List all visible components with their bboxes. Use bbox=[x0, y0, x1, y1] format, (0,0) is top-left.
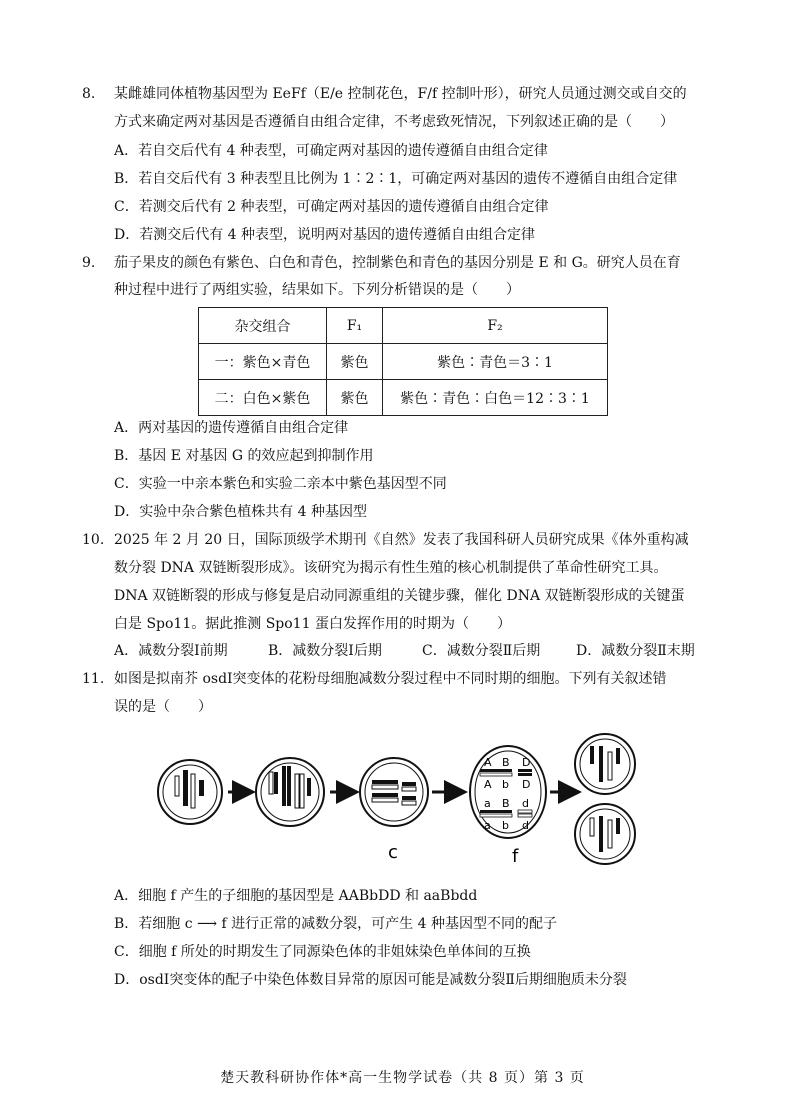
gene-label: B bbox=[502, 797, 510, 810]
question-9-option-c: C．实验一中亲本紫色和实验二亲本中紫色基因型不同 bbox=[114, 476, 447, 492]
question-10-option-b: B．减数分裂Ⅰ后期 bbox=[268, 643, 382, 659]
gene-label: D bbox=[522, 778, 531, 791]
table-header-cell: F₁ bbox=[327, 308, 383, 344]
question-11-option-d: D．osdⅠ突变体的配子中染色体数目异常的原因可能是减数分裂Ⅱ后期细胞质未分裂 bbox=[114, 972, 627, 988]
gene-label: a bbox=[484, 797, 491, 810]
question-10-stem-cont-1: 数分裂 DNA 双链断裂形成》。该研究为揭示有性生殖的核心机制提供了革命性研究工具。 bbox=[114, 560, 668, 576]
question-9-option-b: B．基因 E 对基因 G 的效应起到抑制作用 bbox=[114, 448, 374, 464]
question-10-stem-cont-2: DNA 双链断裂的形成与修复是启动同源重组的关键步骤，催化 DNA 双链断裂形成的关键蛋 bbox=[114, 588, 685, 604]
daughter-cell-top bbox=[575, 734, 635, 794]
question-10-option-d: D．减数分裂Ⅱ末期 bbox=[576, 643, 695, 659]
question-10-option-c: C．减数分裂Ⅱ后期 bbox=[422, 643, 541, 659]
gene-label: A bbox=[484, 778, 492, 791]
question-9-stem: 茄子果皮的颜色有紫色、白色和青色，控制紫色和青色的基因分别是 E 和 G。研究人员在育 bbox=[114, 255, 681, 271]
cell-f-label: f bbox=[512, 846, 519, 867]
question-10-number: 10. bbox=[82, 532, 105, 548]
question-10-option-a: A．减数分裂Ⅰ前期 bbox=[114, 643, 228, 659]
cell-c bbox=[360, 758, 428, 826]
question-8-option-b: B．若自交后代有 3 种表型且比例为 1∶2∶1，可确定两对基因的遗传不遵循自由组合定律 bbox=[114, 171, 678, 187]
gene-label: a bbox=[484, 819, 491, 832]
cell-1 bbox=[158, 760, 222, 824]
table-header-cell: 杂交组合 bbox=[199, 308, 327, 344]
question-11-option-b: B．若细胞 c ⟶ f 进行正常的减数分裂，可产生 4 种基因型不同的配子 bbox=[114, 916, 557, 932]
question-8-option-d: D．若测交后代有 4 种表型，说明两对基因的遗传遵循自由组合定律 bbox=[114, 227, 536, 243]
gene-label: d bbox=[522, 797, 529, 810]
question-8-option-c: C．若测交后代有 2 种表型，可确定两对基因的遗传遵循自由组合定律 bbox=[114, 199, 549, 215]
question-8-option-a: A．若自交后代有 4 种表型，可确定两对基因的遗传遵循自由组合定律 bbox=[114, 143, 548, 159]
cell-2 bbox=[256, 758, 324, 826]
daughter-cell-bottom bbox=[575, 804, 635, 864]
table-cell: 紫色∶青色＝3∶1 bbox=[383, 344, 608, 380]
gene-label: A bbox=[484, 756, 492, 769]
question-11-number: 11. bbox=[82, 671, 105, 687]
question-10-stem: 2025 年 2 月 20 日，国际顶级学术期刊《自然》发表了我国科研人员研究成果《体外重构减 bbox=[114, 532, 689, 548]
question-11-stem-cont: 误的是（ ） bbox=[114, 699, 212, 715]
cell-f bbox=[470, 746, 546, 838]
gene-label: b bbox=[502, 778, 509, 791]
table-header-row bbox=[199, 308, 608, 344]
table-cell: 紫色 bbox=[327, 344, 383, 380]
table-row bbox=[199, 344, 608, 380]
table-cell: 二：白色×紫色 bbox=[199, 380, 327, 416]
question-10-stem-cont-3: 白是 Spo11。据此推测 Spo11 蛋白发挥作用的时期为（ ） bbox=[114, 616, 511, 632]
meiosis-figure bbox=[150, 730, 650, 870]
question-8-stem-cont: 方式来确定两对基因是否遵循自由组合定律，不考虑致死情况，下列叙述正确的是（ ） bbox=[114, 114, 674, 130]
question-11-option-c: C．细胞 f 所处的时期发生了同源染色体的非姐妹染色单体间的互换 bbox=[114, 944, 531, 960]
table-cell: 紫色 bbox=[327, 380, 383, 416]
page-footer: 楚天教科研协作体*高一生物学试卷（共 8 页）第 3 页 bbox=[220, 1070, 585, 1086]
question-11-stem: 如图是拟南芥 osdⅠ突变体的花粉母细胞减数分裂过程中不同时期的细胞。下列有关叙述错 bbox=[114, 671, 667, 687]
gene-label: B bbox=[502, 756, 510, 769]
table-cell: 紫色∶青色∶白色＝12∶3∶1 bbox=[383, 380, 608, 416]
cell-c-label: c bbox=[388, 842, 398, 863]
question-9-stem-cont: 种过程中进行了两组实验，结果如下。下列分析错误的是（ ） bbox=[114, 282, 520, 298]
gene-label: D bbox=[522, 756, 531, 769]
question-8-number: 8. bbox=[82, 86, 96, 102]
question-11-option-a: A．细胞 f 产生的子细胞的基因型是 AABbDD 和 aaBbdd bbox=[114, 888, 478, 904]
question-9-option-d: D．实验中杂合紫色植株共有 4 种基因型 bbox=[114, 504, 368, 520]
cross-results-table bbox=[198, 307, 608, 416]
table-row bbox=[199, 380, 608, 416]
gene-label: d bbox=[522, 819, 529, 832]
question-8-stem: 某雌雄同体植物基因型为 EeFf（E/e 控制花色，F/f 控制叶形），研究人员通过测交或自交的 bbox=[114, 86, 687, 102]
question-9-number: 9. bbox=[82, 255, 96, 271]
question-9-option-a: A．两对基因的遗传遵循自由组合定律 bbox=[114, 420, 349, 436]
table-header-cell: F₂ bbox=[383, 308, 608, 344]
gene-label: b bbox=[502, 819, 509, 832]
table-cell: 一：紫色×青色 bbox=[199, 344, 327, 380]
